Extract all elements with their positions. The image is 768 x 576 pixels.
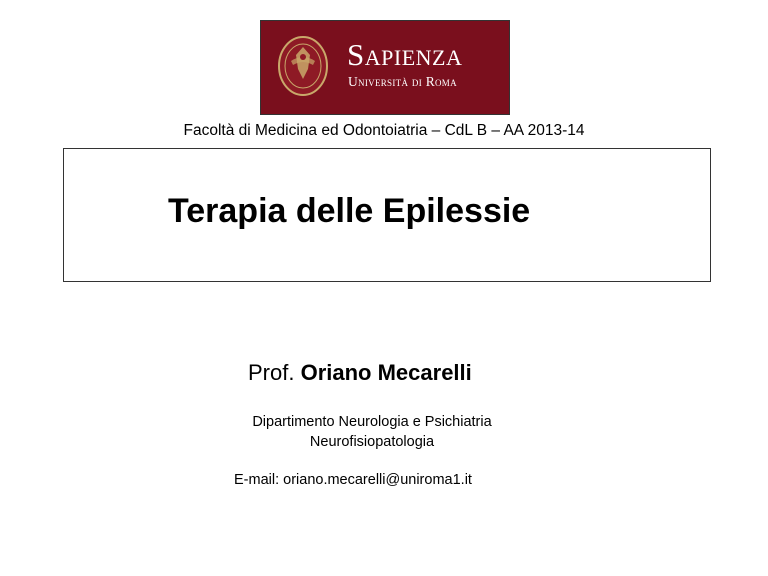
department-block [232,412,512,452]
sapienza-logo [260,20,510,115]
brand-subtitle: Università di Roma [348,74,457,89]
author-line [248,360,472,386]
brand-name: Sapienza [347,37,463,72]
department-line-2: Neurofisiopatologia [309,434,435,450]
author-name: Oriano Mecarelli [300,360,472,385]
author-prefix: Prof. [248,360,295,385]
department-line-1: Dipartimento Neurologia e Psichiatria [252,414,492,430]
university-seal-icon [277,35,329,97]
slide-title: Terapia delle Epilessie [168,192,531,230]
faculty-header: Facoltà di Medicina ed Odontoiatria – CdL B – AA 2013-14 [183,122,585,139]
author-email: E-mail: oriano.mecarelli@uniroma1.it [234,472,472,488]
